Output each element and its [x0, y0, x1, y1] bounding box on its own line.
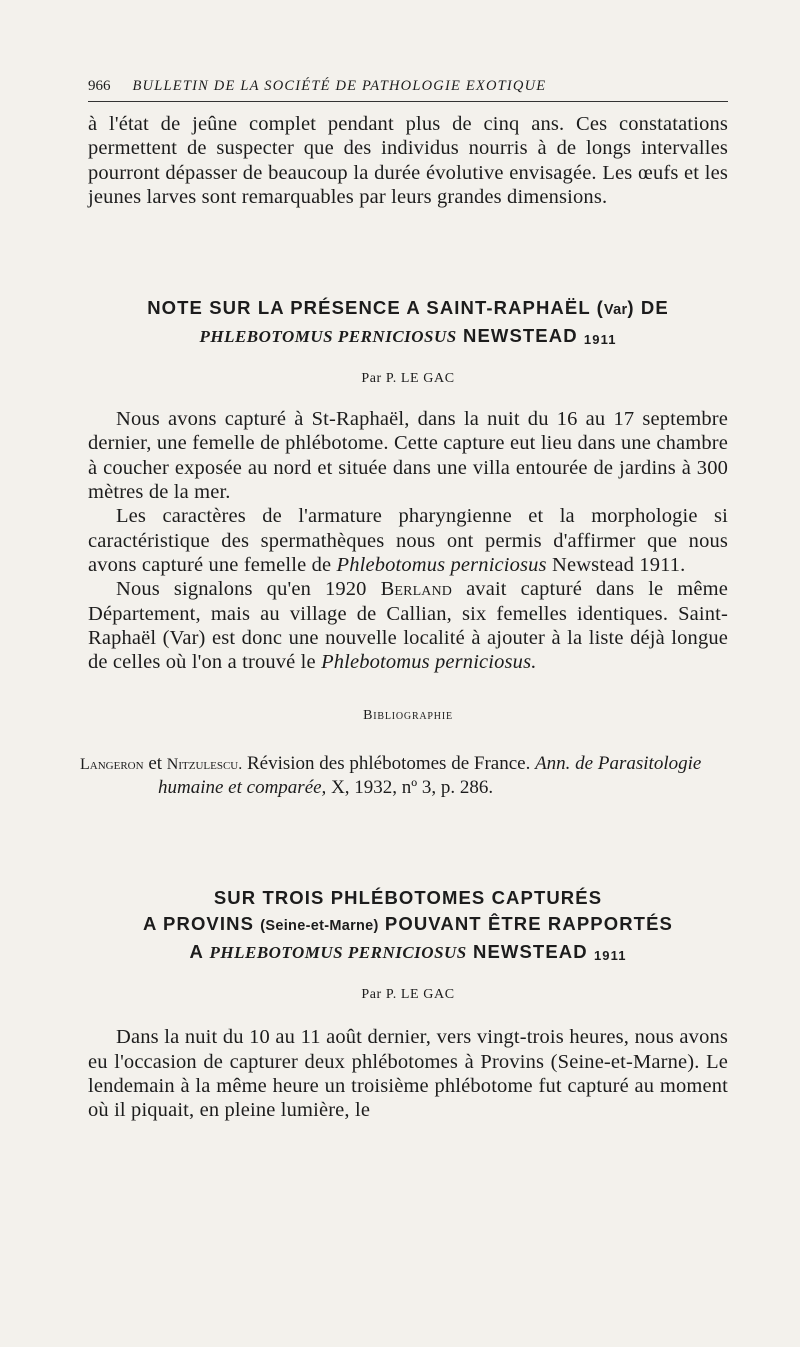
ref-title: Révision des phlébotomes de France. — [246, 753, 531, 775]
article2-title-line1: SUR TROIS PHLÉBOTOMES CAPTURÉS — [213, 887, 603, 909]
article1-p2-after: Newstead 1911. — [551, 553, 686, 576]
article1-paragraph-3 — [88, 577, 728, 674]
bibliography-heading: Bibliographie — [363, 708, 453, 724]
bibliography-reference — [80, 752, 728, 799]
article1-p3-species: Phlebotomus perniciosus. — [321, 651, 537, 674]
article2-title-line3-a: A — [189, 941, 204, 963]
article2-title-line2-b: POUVANT ÊTRE RAPPORTÉS — [384, 913, 673, 935]
article1-title-species: PHLEBOTOMUS PERNICIOSUS — [199, 327, 457, 347]
article1-title-authority: NEWSTEAD — [463, 325, 578, 347]
article2-title-line2-a: A PROVINS — [143, 913, 255, 935]
ref-details: X, 1932, nº 3, p. 286. — [331, 777, 494, 799]
article2-paragraph-1: Dans la nuit du 10 au 11 août dernier, vers vingt-trois heures, nous avons eu l'occasion de capturer deux phlébotomes à Provins (Seine-et-Marne). Le lendemain à la même heure un troisième phlébotome fut capturé au moment où il piquait, en pleine lumière, le — [88, 1026, 728, 1122]
ref-and: et — [148, 753, 163, 775]
article2-title-species: PHLEBOTOMUS PERNICIOSUS — [209, 943, 467, 963]
article1-byline: Par P. LE GAC — [361, 371, 455, 387]
page-number: 966 — [88, 78, 111, 94]
article1-p3-middle: avait capturé dans le même Département, mais au village de Callian, six femelles identiques. Saint-Raphaël (Var) est donc une nouvelle localité à ajouter à la liste déjà longue de celles où l'on a trouvé le — [88, 578, 728, 674]
article1-title-line1-end: ) DE — [627, 297, 669, 319]
article1-title-line1: NOTE SUR LA PRÉSENCE A SAINT-RAPHAËL ( — [147, 297, 604, 319]
article1-p3-name: Berland — [380, 578, 453, 601]
ref-author-1: Langeron — [80, 756, 144, 774]
article2-title — [88, 885, 728, 969]
running-header — [88, 78, 728, 102]
ref-journal: Ann. de Parasitologie humaine et comparée, — [158, 753, 702, 799]
article1-paragraph-1: Nous avons capturé à St-Raphaël, dans la nuit du 16 au 17 septembre dernier, une femelle de phlébotome. Cette capture eut lieu dans une chambre à coucher exposée au nord et située dans une villa entourée de jardins à 300 mètres de la mer. — [88, 408, 728, 504]
article2-byline: Par P. LE GAC — [361, 987, 455, 1003]
article2-title-authority: NEWSTEAD — [473, 941, 588, 963]
article2-title-year: 1911 — [593, 948, 627, 964]
article1-title — [88, 295, 728, 353]
article1-p3-text: Nous signalons qu'en 1920 — [116, 578, 367, 601]
article1-p2-species: Phlebotomus perniciosus — [336, 553, 547, 576]
article1-title-var: Var — [603, 302, 628, 319]
article2-title-place: (Seine-et-Marne) — [260, 918, 379, 935]
journal-page — [80, 78, 728, 1123]
article1-paragraph-2 — [88, 504, 728, 577]
journal-title: BULLETIN DE LA SOCIÉTÉ DE PATHOLOGIE EXOTIQUE — [132, 78, 547, 94]
previous-article-continuation: à l'état de jeûne complet pendant plus de cinq ans. Ces constatations permettent de suspecter que des individus nourris à de longs intervalles pourront dépasser de beaucoup la durée évolutive envisagée. Les œufs et les jeunes larves sont remarquables par leurs grandes dimensions. — [88, 113, 728, 208]
ref-author-2: Nitzulescu. — [166, 756, 243, 774]
article1-title-year: 1911 — [583, 332, 617, 348]
article1-p2-text: Les caractères de l'armature pharyngienne et la morphologie si caractéristique des spermathèques nous ont permis d'affirmer que nous avons capturé une femelle de — [88, 505, 728, 576]
